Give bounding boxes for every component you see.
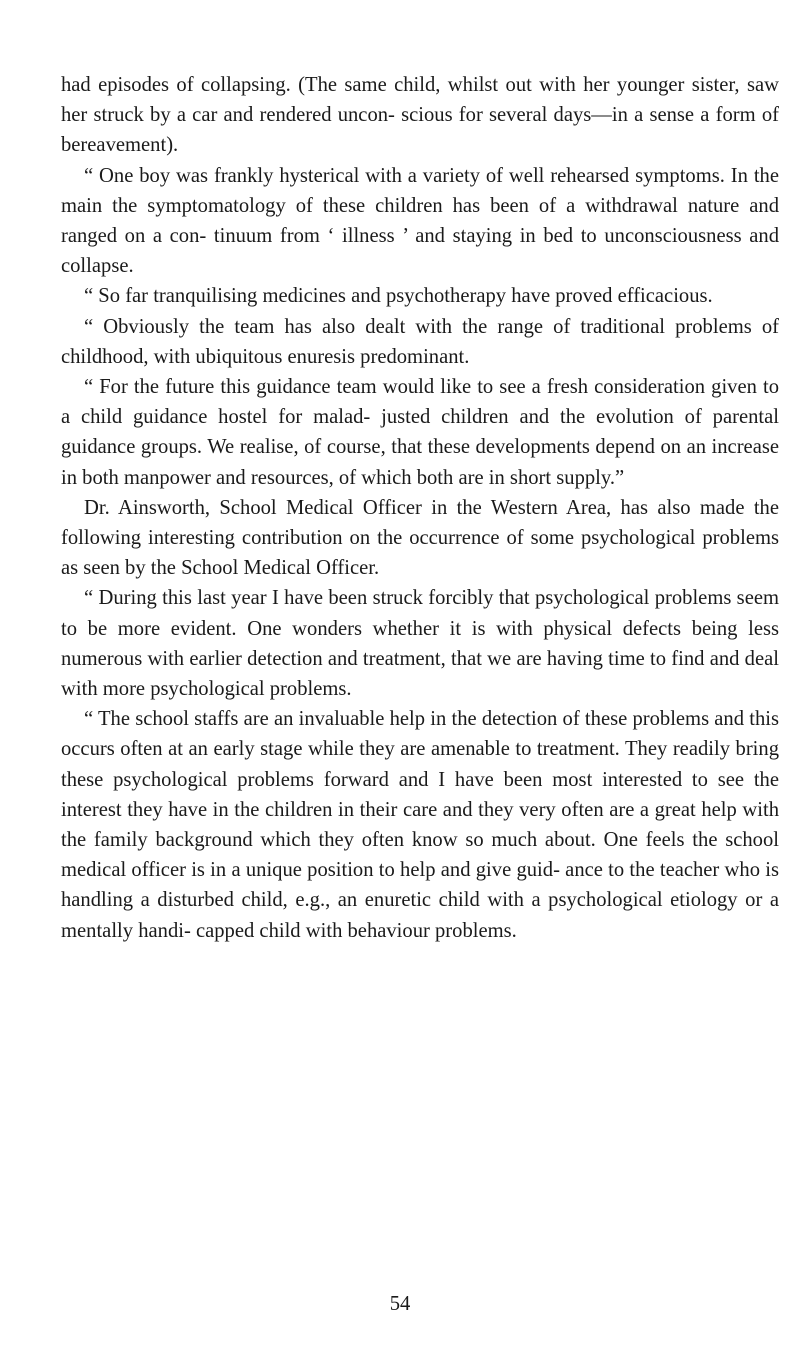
paragraph: had episodes of collapsing. (The same child, whilst out with her younger sister, saw her struck by a car and rendered uncon- scious for several days—in a sense a form of bereavement). bbox=[61, 74, 779, 157]
paragraph: “ During this last year I have been struck forcibly that psychological problems seem to be more evident. One wonders whether it is with physical defects being less numerous with earlier detection and treatment, that we are having time to find and deal with more psychological problems. bbox=[61, 587, 779, 701]
paragraph: “ One boy was frankly hysterical with a variety of well rehearsed symptoms. In the main the symptomatology of these children has been of a withdrawal nature and ranged on a con- tinuum from ‘ illness ’ and staying in bed to unconsciousness and collapse. bbox=[61, 164, 779, 278]
paragraph: “ So far tranquilising medicines and psychotherapy have proved efficacious. bbox=[84, 285, 713, 308]
paragraph: “ Obviously the team has also dealt with the range of traditional problems of childhood, with ubiquitous enuresis predominant. bbox=[61, 315, 779, 368]
document-body bbox=[61, 70, 779, 946]
paragraph: “ The school staffs are an invaluable help in the detection of these problems and this occurs often at an early stage while they are amenable to treatment. They readily bring these psychological problems forward and I have been most interested to see the interest they have in the children in their care and they very often are a great help with the family background which they often know so much about. One feels the school medical officer is in a unique position to help and give guid- ance to the teacher who is handling a disturbed child, e.g., an enuretic child with a psychological etiology or a mentally handi- capped child with behaviour problems. bbox=[61, 708, 779, 942]
paragraph: “ For the future this guidance team would like to see a fresh consideration given to a child guidance hostel for malad- justed children and the evolution of parental guidance groups. We realise, of course, that these developments depend on an increase in both manpower and resources, of which both are in short supply.” bbox=[61, 376, 779, 489]
paragraph: Dr. Ainsworth, School Medical Officer in the Western Area, has also made the following interesting contribution on the occurrence of some psychological problems as seen by the School Medical Officer. bbox=[61, 496, 779, 580]
page-number: 54 bbox=[389, 1293, 411, 1315]
